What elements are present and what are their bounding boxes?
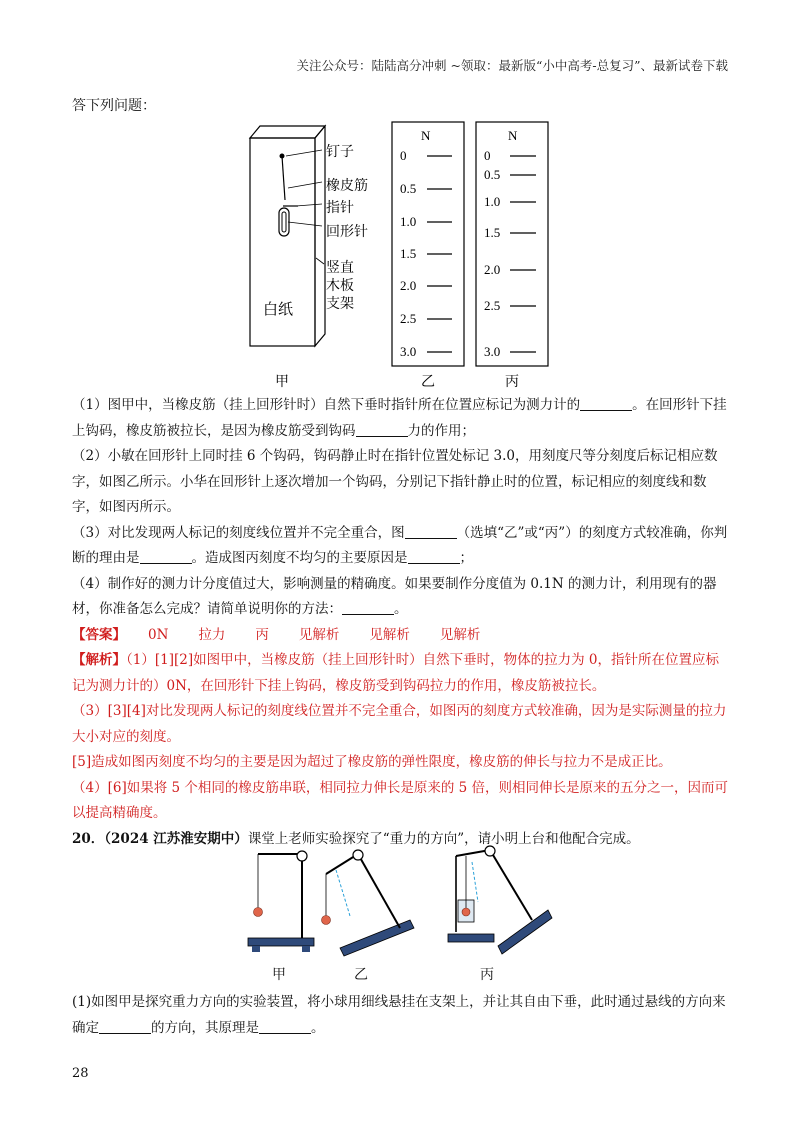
label-board-3: 支架 bbox=[326, 296, 354, 312]
caption-yi-2: 乙 bbox=[354, 967, 368, 983]
scale-bing-tick-label: 1.0 bbox=[484, 194, 501, 209]
scale-yi-tick-label: 0.5 bbox=[400, 181, 417, 196]
figure-gravity-apparatus bbox=[240, 840, 560, 990]
answer-item: 见解析 bbox=[369, 626, 410, 643]
answer-row bbox=[72, 623, 732, 649]
page-header: 关注公众号：陆陆高分冲刺 ~领取：最新版“小中高考-总复习”、最新试卷下载 bbox=[296, 58, 728, 73]
analysis-2: （3）[3][4]对比发现两人标记的刻度线位置并不完全重合，如图丙的刻度方式较准确，因为是实际测量的拉力大小对应的刻度。 bbox=[72, 703, 727, 745]
answer-item: 见解析 bbox=[298, 626, 340, 643]
figure-dynamometer bbox=[230, 118, 570, 390]
question-4: （4）制作好的测力计分度值过大，影响测量的精确度。如果要制作分度值为 0.1N 的测力计，利用现有的器材，你准备怎么完成？请简单说明你的方法： 。 bbox=[72, 575, 717, 617]
apparatus-jia bbox=[248, 851, 314, 952]
blank-1[interactable] bbox=[580, 396, 632, 411]
label-rubber-band: 橡皮筋 bbox=[326, 178, 368, 194]
scale-bing-ticks bbox=[484, 148, 536, 359]
scale-yi-ticks bbox=[400, 148, 452, 359]
answer-tag: 【答案】 bbox=[72, 626, 126, 643]
scale-yi-tick-label: 2.5 bbox=[400, 311, 417, 326]
blank-7[interactable] bbox=[99, 1019, 151, 1034]
scale-bing-tick-label: 0.5 bbox=[484, 167, 501, 182]
caption-yi: 乙 bbox=[421, 374, 435, 390]
caption-bing: 丙 bbox=[505, 374, 519, 390]
apparatus-yi bbox=[322, 850, 415, 956]
scale-yi-tick-label: 0 bbox=[400, 148, 407, 163]
label-board-2: 木板 bbox=[326, 278, 354, 294]
label-white-paper: 白纸 bbox=[263, 300, 294, 318]
caption-jia: 甲 bbox=[275, 374, 289, 390]
blank-3[interactable] bbox=[405, 524, 457, 539]
label-board-1: 竖直 bbox=[326, 260, 354, 276]
question-1: （1）图甲中，当橡皮筋（挂上回形针时）自然下垂时指针所在位置应标记为测力计的 。在回形针下挂上钩码，橡皮筋被拉长，是因为橡皮筋受到钩码 力的作用； bbox=[72, 397, 727, 439]
scale-bing-unit: N bbox=[508, 128, 518, 143]
scale-yi-tick-label: 1.0 bbox=[400, 214, 417, 229]
answer-item: 见解析 bbox=[439, 626, 481, 643]
answer-item: 拉力 bbox=[198, 626, 226, 643]
blank-4[interactable] bbox=[140, 549, 192, 564]
answer-item: 0N bbox=[148, 626, 169, 643]
analysis-4: （4）[6]如果将 5 个相同的橡皮筋串联，相同拉力伸长是原来的 5 倍，则相同伸长是原来的五分之一，因而可以提高精确度。 bbox=[72, 779, 729, 821]
scale-bing-tick-label: 2.0 bbox=[484, 262, 501, 277]
apparatus-bing bbox=[448, 846, 552, 954]
question-20: 20．（2024 江苏淮安期中）课堂上老师实验探究了“重力的方向”，请小明上台和他配合完成。 bbox=[72, 830, 640, 847]
question-3: （3）对比发现两人标记的刻度线位置并不完全重合，图 （选填“乙”或“丙”）的刻度方式较准确，你判断的理由是 。造成图丙刻度不均匀的主要原因是 ； bbox=[72, 524, 728, 566]
blank-5[interactable] bbox=[408, 549, 460, 564]
scale-bing-tick-label: 0 bbox=[484, 148, 491, 163]
question-2: （2）小敏在回形针上同时挂 6 个钩码，钩码静止时在指针位置处标记 3.0，用刻度尺等分刻度后标记相应数字，如图乙所示。小华在回形针上逐次增加一个钩码，分别记下指针静止时的位置，标记相应的刻度线和数字，如图丙所示。 bbox=[72, 448, 718, 515]
page-number: 28 bbox=[72, 1066, 89, 1081]
caption-bing-2: 丙 bbox=[480, 967, 494, 983]
scale-bing-tick-label: 2.5 bbox=[484, 298, 501, 313]
scale-bing-tick-label: 3.0 bbox=[484, 344, 501, 359]
scale-yi-tick-label: 1.5 bbox=[400, 246, 417, 261]
scale-yi-unit: N bbox=[421, 128, 431, 143]
analysis-1: 【解析】（1）[1][2]如图甲中，当橡皮筋（挂上回形针时）自然下垂时，物体的拉力为 0，指针所在位置应标记为测力计的）0N，在回形针下挂上钩码，橡皮筋受到钩码拉力的作用，橡皮筋被拉长。 bbox=[72, 652, 719, 694]
rubber-band-line bbox=[282, 156, 285, 200]
blank-2[interactable] bbox=[356, 422, 408, 437]
analysis-tag: 【解析】 bbox=[72, 652, 126, 668]
scale-yi-tick-label: 3.0 bbox=[400, 344, 417, 359]
ball-icon bbox=[254, 908, 263, 917]
answer-item: 丙 bbox=[255, 626, 269, 643]
question-20-1: (1)如图甲是探究重力方向的实验装置，将小球用细线悬挂在支架上，并让其自由下垂，此时通过悬线的方向来确定 的方向，其原理是 。 bbox=[72, 994, 726, 1036]
questions-block bbox=[72, 393, 732, 852]
scale-yi-tick-label: 2.0 bbox=[400, 278, 417, 293]
label-nail: 钉子 bbox=[326, 144, 354, 160]
scale-bing-tick-label: 1.5 bbox=[484, 225, 501, 240]
blank-8[interactable] bbox=[259, 1019, 311, 1034]
blank-6[interactable] bbox=[342, 600, 394, 615]
intro-text: 答下列问题： bbox=[72, 98, 156, 114]
label-pointer: 指针 bbox=[326, 200, 354, 216]
analysis-3: [5]造成如图丙刻度不均匀的主要是因为超过了橡皮筋的弹性限度，橡皮筋的伸长与拉力不是成正比。 bbox=[72, 754, 672, 770]
caption-jia-2: 甲 bbox=[272, 967, 286, 983]
label-paper-clip: 回形针 bbox=[326, 224, 368, 240]
question-20-number: 20．（2024 江苏淮安期中） bbox=[72, 830, 248, 847]
